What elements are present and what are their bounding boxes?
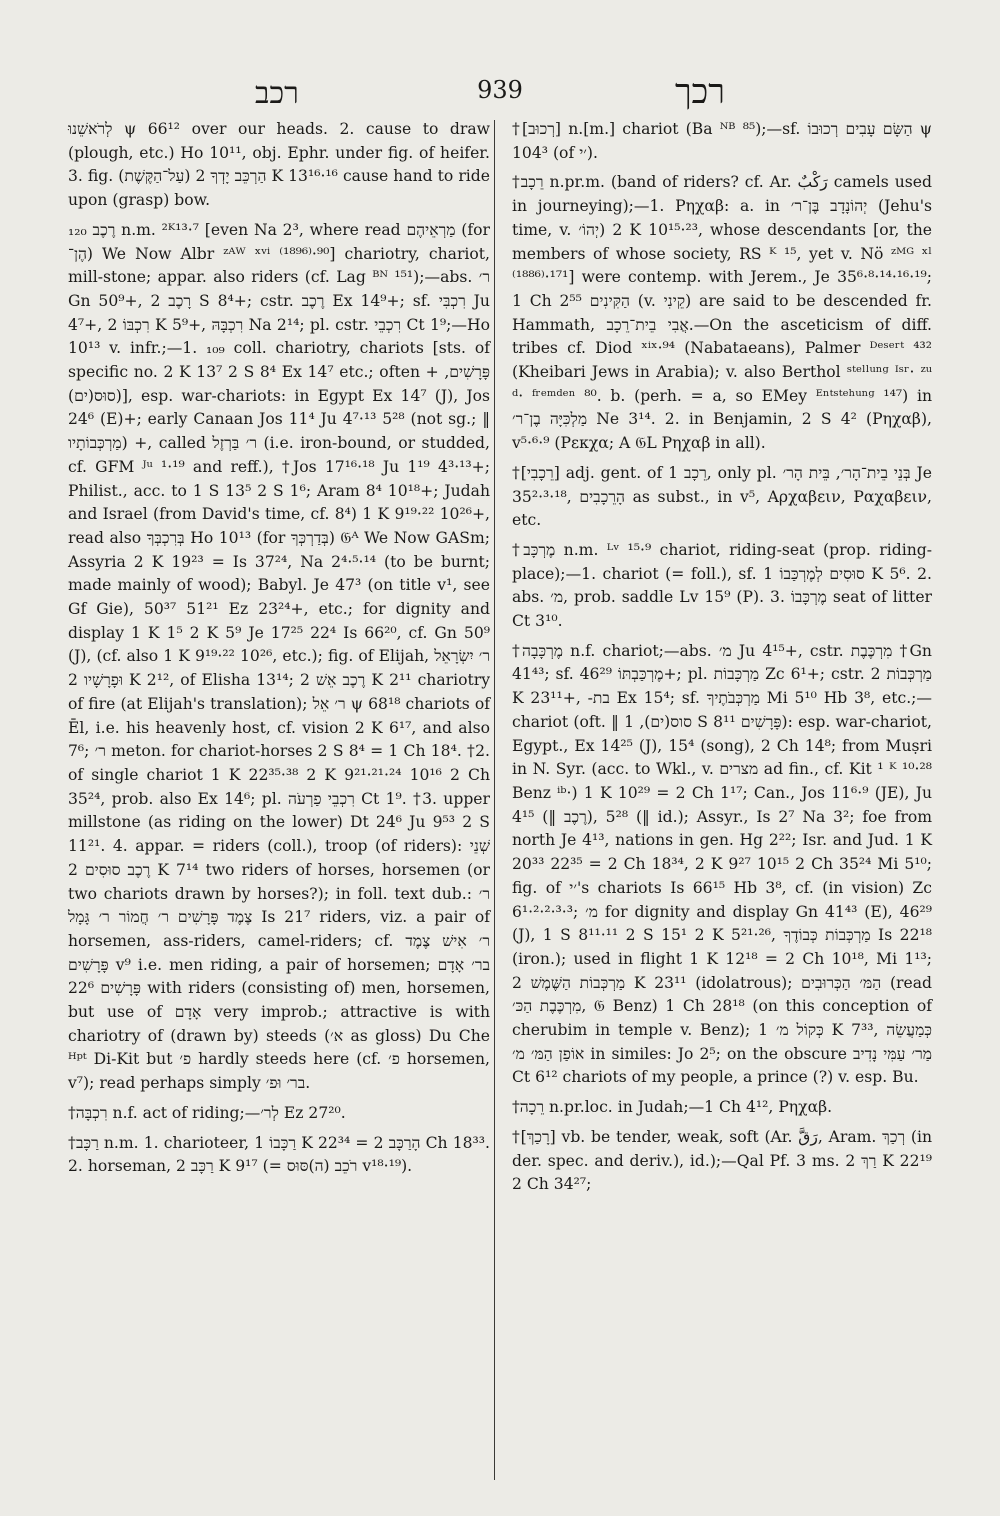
entry-rekeb: רֶכֶב ₁₂₀ n.m. ²ᴷ¹³·⁷ [even Na 2³, where read מַרְאֵיהֶם (for הֶן־) We Now Albr ᶻᴬᵂ ˣᵛⁱ ⁽¹⁸⁹⁶⁾·⁹⁰] chariotry, chariot, mill-stone; appar. also riders (cf. Lag ᴮᴺ ¹⁵¹);—abs. ר׳ Gn 50⁹+, רָכֶב 2 S 8⁴+; cstr. רֶכֶב Ex 14⁹+; sf. רִכְבִּי Ju 4⁷+, רִכְבּוֹ 2 K 5⁹+, רִכְבָּהּ Na 2¹⁴; pl. cstr. רִכְבֵי Ct 1⁹;—Ho 10¹³ v. infr.;—1. ₁₀₉ coll. chariotry, chariots [sts. of specific no. 2 K 13⁷ 2 S 8⁴ Ex 14⁷ etc.; often + פָּרָשִׁים, (סוּס(ים)], esp. war-chariots: in Egypt Ex 14⁷ (J), Jos 24⁶ (E)+; early Canaan Jos 11⁴ Ju 4⁷·¹³ 5²⁸ (not sg.; ‖ מַרְכְּבוֹתָיו) +, called ר׳ בַּרְזֶל (i.e. iron-bound, or studded, cf. GFM ᴶᵘ ¹·¹⁹ and reff.), †Jos 17¹⁶·¹⁸ Ju 1¹⁹ 4³·¹³+; Philist., acc. to 1 S 13⁵ 2 S 1⁶; Aram 8⁴ 10¹⁸+; Judah and Israel (from David's time, cf. 8⁴) 1 K 9¹⁹·²² 10²⁶+, read also בְּרִכְבְּךָ Ho 10¹³ (for בְּדַרְכְּךָ) 𝔊ᴬ We Now GASm; Assyria 2 K 19²³ = Is 37²⁴, Na 2⁴·⁵·¹⁴ (to be burnt; made mainly of wood); Babyl. Je 47³ (on title v¹, see Gf Gie), 50³⁷ 51²¹ Ez 23²⁴+, etc.; for dignity and display 1 K 1⁵ 2 K 5⁹ Je 17²⁵ 22⁴ Is 66²⁰, cf. Gn 50⁹ (J), (cf. also 1 K 9¹⁹·²² 10²⁶, etc.); fig. of Elijah, ר׳ יִשְׂרָאֵל וּפָרָשָׁיו 2 K 2¹², of Elisha 13¹⁴; רֶכֶב אֵשׁ 2 K 2¹¹ chariotry of fire (at Elijah's translation); ר׳ אֵל ψ 68¹⁸ chariots of Ēl, i.e. his heavenly host, cf. vision 2 K 6¹⁷, and also 7⁶; ר׳ meton. for chariot-horses 2 S 8⁴ = 1 Ch 18⁴. †2. of single chariot 1 K 22³⁵·³⁸ 2 K 9²¹·²¹·²⁴ 10¹⁶ 2 Ch 35²⁴, prob. also Ex 14⁶; pl. רִכְבֵי פַרְעֹה Ct 1⁹. †3. upper millstone (as riding on the lower) Dt 24⁶ Ju 9⁵³ 2 S 11²¹. 4. appar. = riders (coll.), troop (of riders): שְׁנֵי רֶכֶב סוּסִים 2 K 7¹⁴ two riders of horses, horsemen (or two chariots drawn by horses?); in foll. text dub.: ר׳ צֶמֶד פָּרָשִׁים ר׳ חֲמוֹר ר׳ גָּמָל Is 21⁷ riders, viz. a pair of horsemen, ass-riders, camel-riders; cf. ר׳ אִישׁ צֶמֶד פָּרָשִׁים v⁹ i.e. men riding, a pair of horsemen; בר׳ אָדָם פָּרָשִׁים 22⁶ with riders (consisting of) men, horsemen, but use of אָדָם very improb.; attractive is with chariotry of (drawn by) steeds (א׳ as gloss) Du Che ᴴᵖᵗ Di-Kit but פ׳ hardly steeds here (cf. פ׳ horsemen, v⁷); read perhaps simply בר׳ וּפ׳. (68, 220, 491, 1093)
entry-rikbah: †רִכְבָּה n.f. act of riding;—לְר׳ Ez 27²⁰. (68, 1103, 346, 1122)
column-divider (494, 120, 495, 1480)
entry-rekub: †[רְכוּב] n.[m.] chariot (Ba ᴺᴮ ⁸⁵);—sf. הַשָּׂם עָבִים רְכוּבוֹ ψ 104³ (of ׳י). (512, 120, 932, 162)
running-head-right: רכך (674, 72, 725, 112)
entry-rekah: †רֵכָה n.pr.loc. in Judah;—1 Ch 4¹², Ρηχαβ. (512, 1098, 833, 1117)
right-column (512, 118, 932, 1197)
running-head-left: רכב (255, 76, 299, 111)
entry-continuation: לְרֹאשֵׁנוּ ψ 66¹² over our heads. 2. cause to draw (plough, etc.) Ho 10¹¹, obj. Ephr. under fig. of heifer. 3. fig. (עַל־הַקֶּשֶׁת) הַרְכֵּב יָדְךָ 2 K 13¹⁶·¹⁶ cause hand to ride upon (grasp) bow. (68, 120, 490, 210)
entry-merkabah: †מֶרְכָּבָה n.f. chariot;—abs. מ׳ Ju 4¹⁵+, cstr. מִרְכֶּבֶת †Gn 41⁴³; sf. מֶרְכַּבְתּוֹ 46²⁹+; pl. מַרְכָּבוֹת Zc 6¹+; cstr. מַרְכְּבוֹת 2 K 23¹¹+, -בת Ex 15⁴; sf. מַרְכְּבֹתֶיךָ Mi 5¹⁰ Hb 3⁸, etc.;—chariot (oft. ‖ סוס(ים), 1 S 8¹¹ פָּרָשִׁים): esp. war-chariot, Egypt., Ex 14²⁵ (J), 15⁴ (song), 2 Ch 14⁸; from Muṣri in N. Syr. (acc. to Wkl., v. מצרים ad fin., cf. Kit ¹ ᴷ ¹⁰·²⁸ Benz ⁱᵇ·) 1 K 10²⁹ = 2 Ch 1¹⁷; Can., Jos 11⁶·⁹ (JE), Ju 4¹⁵ (‖ רֶכֶב), 5²⁸ (‖ id.); Assyr., Is 2⁷ Na 3²; foe from north Je 4¹³, nations in gen. Hg 2²²; Isr. and Jud. 1 K 20³³ 22³⁵ = 2 Ch 18³⁴, 2 K 9²⁷ 10¹⁵ 2 Ch 35²⁴ Mi 5¹⁰; fig. of ׳י's chariots Is 66¹⁵ Hb 3⁸, cf. (in vision) Zc 6¹·²·²·³·³; מ׳ for dignity and display Gn 41⁴³ (E), 46²⁹ (J), 1 S 8¹¹·¹¹ 2 S 15¹ 2 K 5²¹·²⁶, מַרְכְּבוֹת כְּבוֹדֶךָ Is 22¹⁸ (iron.); used in flight 1 K 12¹⁸ = 2 Ch 10¹⁸, Mi 1¹³; מַרְכְּבוֹת הַשֶּׁמֶשׁ 2 K 23¹¹ (idolatrous); הַמּ׳ הַכְּרוּבִים (read מִרְכֶּבֶת הַכּ׳, 𝔊 Benz) 1 Ch 28¹⁸ (on this conception of cherubim in temple v. Benz); כְּקוֹל מ׳ 1 K 7³³, כְּמַעֲשֵׂה אוֹפַן הַמּ׳ מ׳ in similes: Jo 2⁵; on the obscure מַר׳ עַמִּי נָדִיב Ct 6¹² chariots of my people, a prince (?) v. esp. Bu. (512, 641, 933, 1087)
entry-rakak: †[רָכַךְ] vb. be tender, weak, soft (Ar. رَقَّ, Aram. רְכַךְ (in der. spec. and deriv.), id.);—Qal Pf. 3 ms. רַךְ 2 K 22¹⁹ 2 Ch 34²⁷; (512, 1127, 932, 1194)
entry-rekab: †רֵכָב n.pr.m. (band of riders? cf. Ar. رَكْبٌ camels used in journeying);—1. Ρηχαβ: a. in יְהוֹנָדָב בֶּן־ר׳ (Jehu's time, v. יְהוֹ׳) 2 K 10¹⁵·²³, whose descendants [or, the members of whose society, RS ᴷ ¹⁵, yet v. Nö ᶻᴹᴳ ˣˡ ⁽¹⁸⁸⁶⁾·¹⁷¹] were contemp. with Jerem., Je 35⁶·⁸·¹⁴·¹⁶·¹⁹; 1 Ch 2⁵⁵ הַקִּינִים (v. קֵינִי) are said to be descended fr. Hammath, אֲבִי בֵית־רֵכָב.—On the asceticism of diff. tribes cf. Diod ˣⁱˣ·⁹⁴ (Nabataeans), Palmer ᴰᵉˢᵉʳᵗ ⁴³² (Kheibari Jews in Arabia); v. also Berthol ˢᵗᵉˡˡᵘⁿᵍ ᴵˢʳ· ᶻᵘ ᵈ· ᶠʳᵉᵐᵈᵉⁿ ⁸⁰. b. (perh. = a, so EMey ᴱⁿᵗˢᵗᵉʰᵘⁿᵍ ¹⁴⁷) in מַלְכִּיָּה בֶן־ר׳ Ne 3¹⁴. 2. in Benjamin, 2 S 4² (Ρηχαβ), v⁵·⁶·⁹ (Ρεκχα; A 𝔊L Ρηχαβ in all). (512, 173, 932, 453)
entry-rakkab: †רַכָּב n.m. 1. charioteer, רַכָּבוֹ 1 K 22³⁴ = הָרַכָּב 2 Ch 18³³. 2. horseman, רַכָּב 2 K 9¹⁷ (= רֹכֵב (ה)סּוּס v¹⁸·¹⁹). (68, 1133, 490, 1176)
running-head (60, 72, 940, 112)
page-number: 939 (477, 76, 523, 104)
entry-rekabi: †[רֵכָבִי] adj. gent. of רֵכָב 1, only pl. בְּנֵי בֵית־הָר׳, בֵּית הָר׳ Je 35²·³·¹⁸, הָרֵכָבִים as subst., in v⁵, Αρχαβειν, Ραχαβειν, etc. (512, 463, 932, 530)
left-column (68, 118, 490, 1179)
entry-merkab: †מֶרְכָּב n.m. ᴸᵛ ¹⁵·⁹ chariot, riding-seat (prop. riding-place);—1. chariot (= foll.), sf. סוּסִים לְמֶרְכַּבוֹ 1 K 5⁶. 2. abs. מ׳, prob. saddle Lv 15⁹ (P). 3. מֶרְכָּבוֹ seat of litter Ct 3¹⁰. (512, 540, 933, 631)
